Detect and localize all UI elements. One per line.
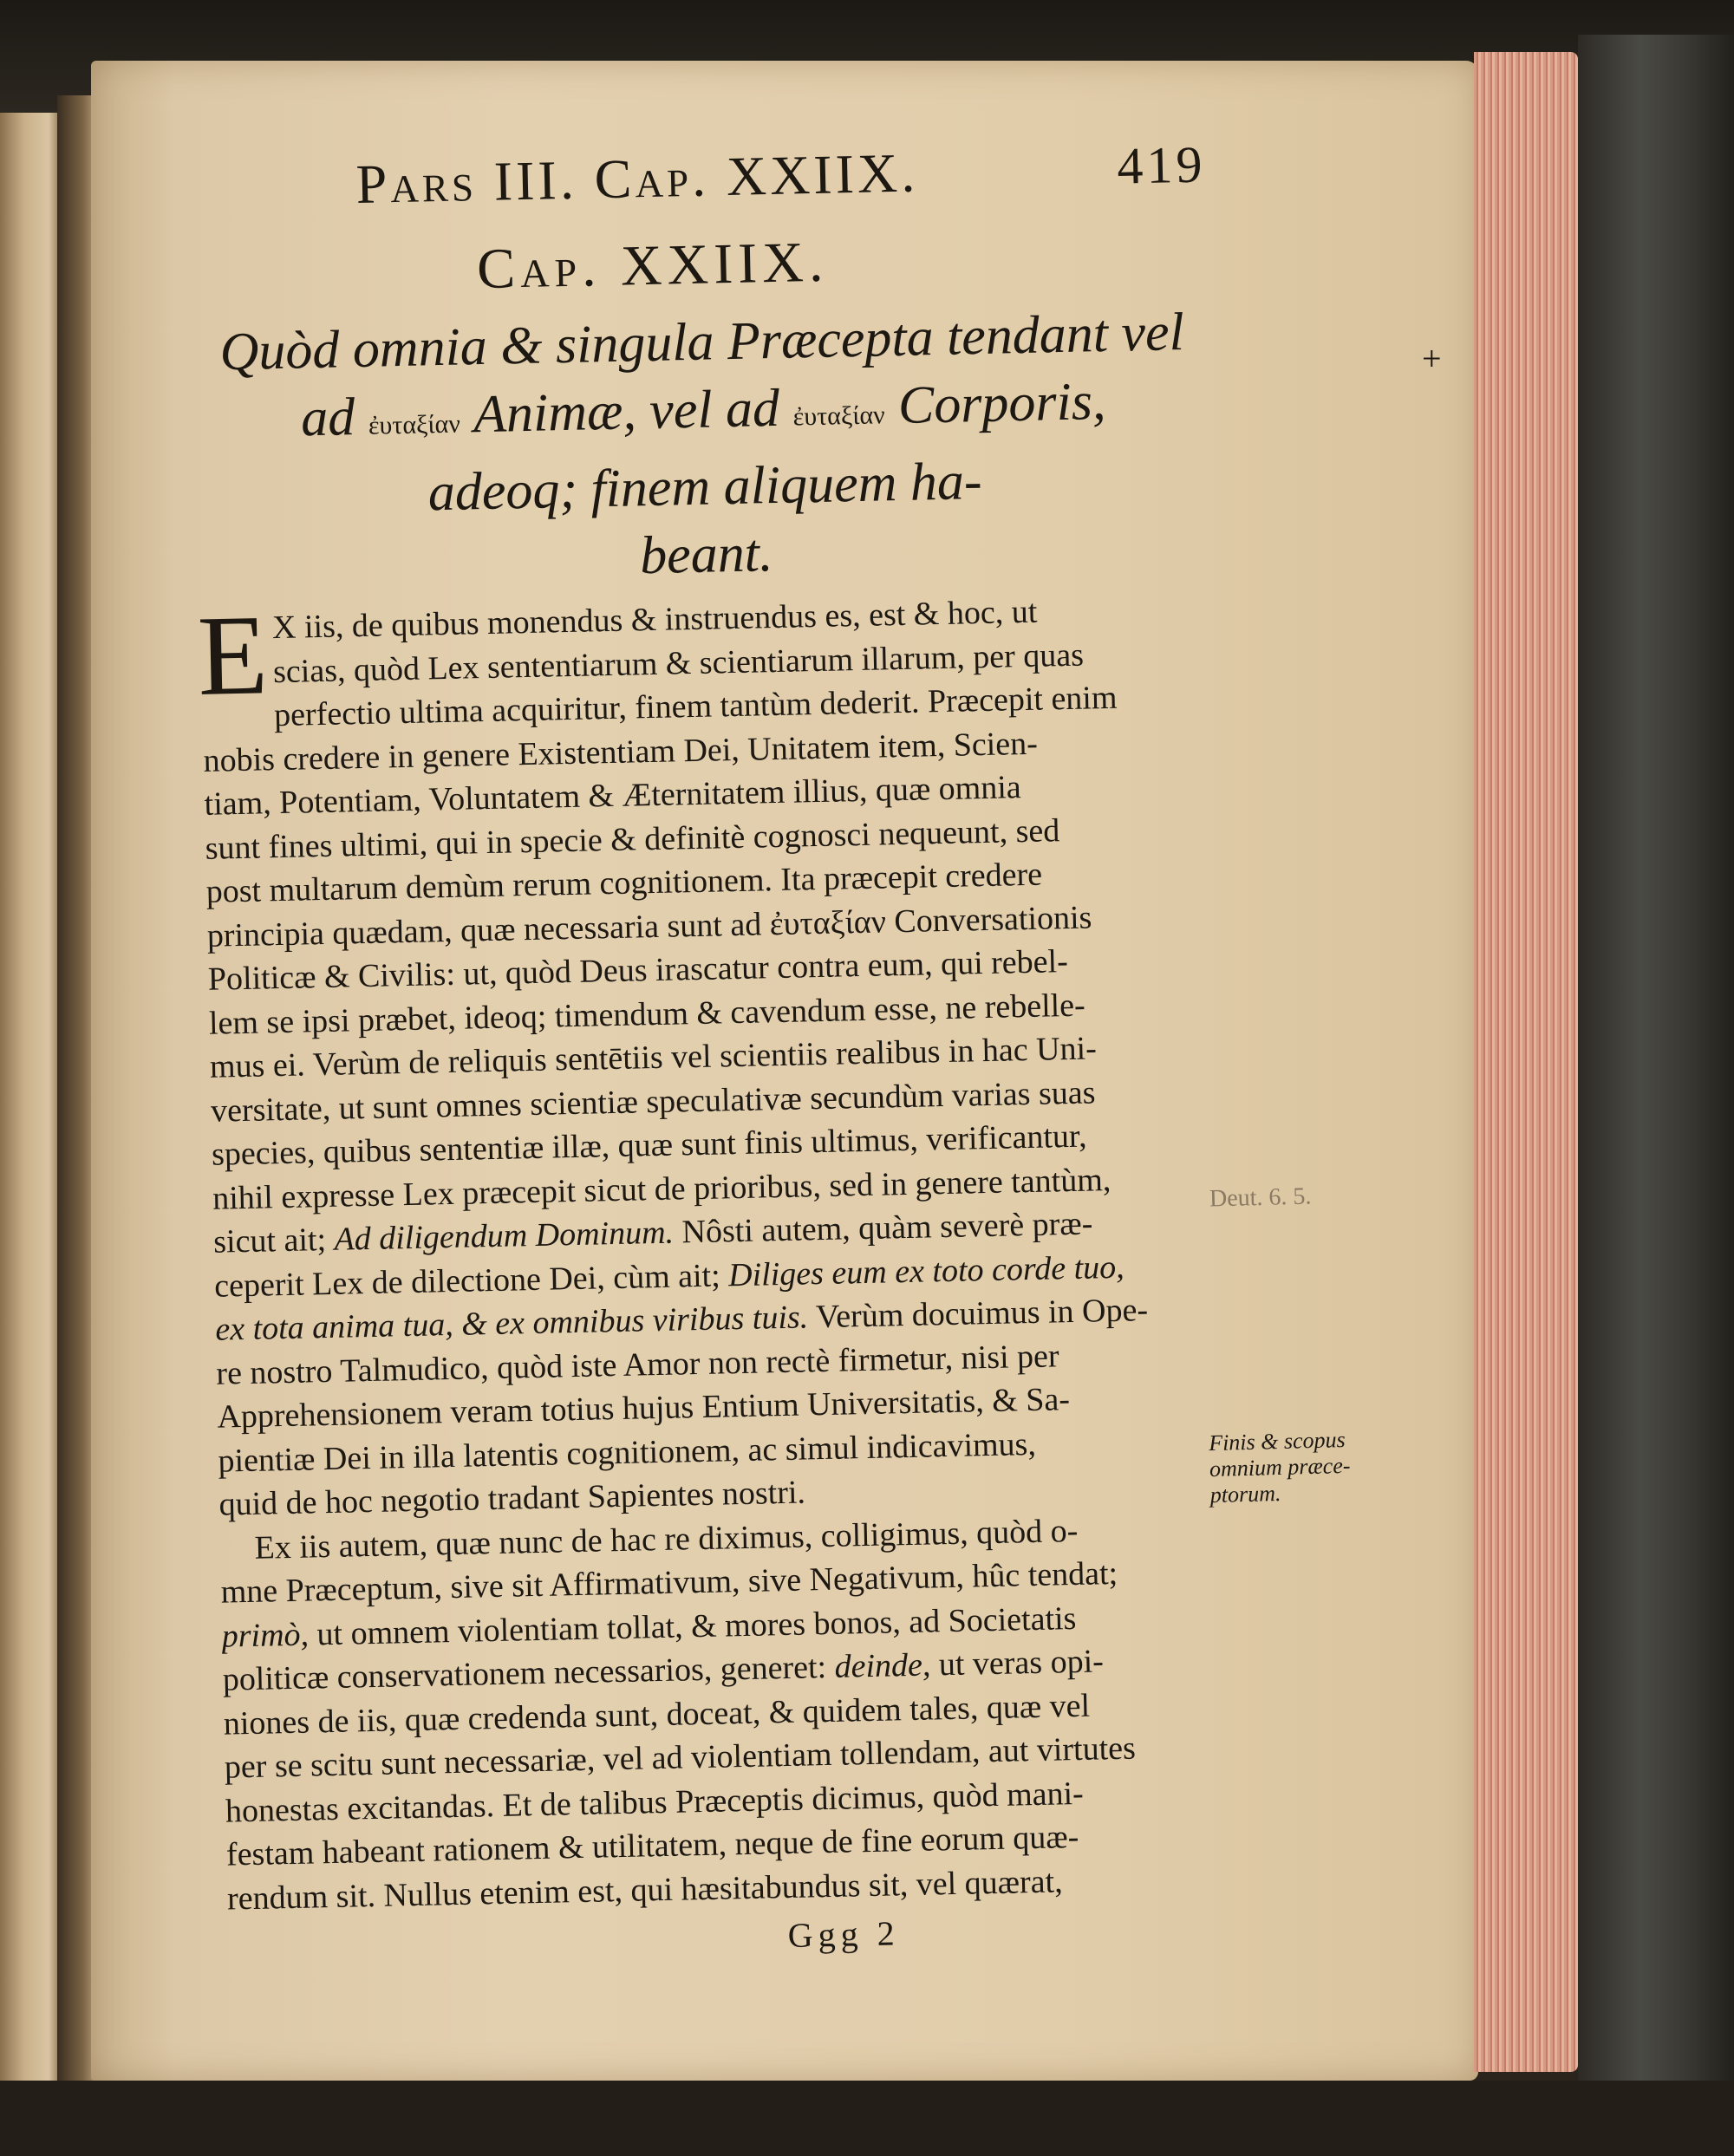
- text-line: nobis credere in genere Existentiam Dei, Unitatem item, Scien-: [203, 725, 1039, 779]
- text-line: lem se ipsi præbet, ideoq; timendum & cavendum esse, ne rebelle-: [208, 987, 1086, 1042]
- heading-greek: ἐυταξίαν: [792, 401, 885, 432]
- text-line: Politicæ & Civilis: ut, quòd Deus irascatur contra eum, qui rebel-: [207, 943, 1069, 998]
- drop-cap: E: [196, 590, 270, 720]
- paragraph-2: [219, 1506, 1242, 1921]
- margin-note-deut: Deut. 6. 5.: [1209, 1182, 1312, 1213]
- text-line: tiam, Potentiam, Voluntatem & Æternitatem illius, quæ omnia: [204, 769, 1022, 823]
- text-line: versitate, ut sunt omnes scientiæ speculativæ secundùm varias suas: [210, 1073, 1096, 1130]
- margin-note-line: Finis & scopus: [1208, 1427, 1346, 1456]
- text-run: politicæ conservationem necessarios, generet:: [222, 1648, 836, 1698]
- text-line: mne Præceptum, sive sit Affirmativum, sive Negativum, hûc tendat;: [220, 1554, 1118, 1611]
- text-line: per se scitu sunt necessariæ, vel ad violentiam tollendam, aut virtutes: [224, 1729, 1137, 1786]
- heading-text: adeoq; finem aliquem ha-: [427, 451, 983, 523]
- heading-text: ad: [300, 387, 369, 448]
- text-run: ut veras opi-: [929, 1643, 1105, 1684]
- text-line: quid de hoc negotio tradant Sapientes nostri.: [218, 1474, 806, 1523]
- margin-note-finis: [1209, 1427, 1352, 1508]
- text-run: Nôsti autem, quàm severè præ-: [673, 1205, 1093, 1251]
- signature-mark: Ggg 2: [787, 1913, 901, 1956]
- text-run-italic: ex tota anima tua, & ex omnibus viribus tuis.: [214, 1299, 809, 1348]
- text-run-italic: Ad diligendum Dominum.: [334, 1214, 675, 1258]
- heading-greek: ἐυταξίαν: [368, 409, 461, 440]
- text-run: ut omnem violentiam tollat, & mores bonos, ad Societatis: [308, 1599, 1077, 1653]
- page-number: 419: [1116, 135, 1207, 195]
- text-line: Apprehensionem veram totius hujus Entium Universitatis, & Sa-: [217, 1381, 1071, 1436]
- text-line: X iis, de quibus monendus & instruendus es, est & hoc, ut: [271, 593, 1038, 647]
- text-line: honestas excitandas. Et de talibus Præceptis dicimus, quòd mani-: [225, 1775, 1085, 1830]
- text-line: scias, quòd Lex sententiarum & scientiarum illarum, per quas: [272, 636, 1085, 690]
- text-line: niones de iis, quæ credenda sunt, doceat, & quidem tales, quæ vel: [223, 1687, 1091, 1742]
- page-text: [191, 134, 1243, 1970]
- text-line: rendum sit. Nullus etenim est, qui hæsitabundus sit, vel quærat,: [226, 1862, 1063, 1918]
- text-line: Ex iis autem, quæ nunc de hac re diximus, colligimus, quòd o-: [254, 1512, 1079, 1567]
- chapter-heading: [194, 297, 1215, 598]
- text-run-italic: primò,: [221, 1616, 310, 1655]
- text-line: sunt fines ultimi, qui in specie & definitè cognosci nequeunt, sed: [205, 811, 1060, 867]
- text-run: ceperit Lex de dilectione Dei, cùm ait;: [213, 1256, 729, 1305]
- heading-text: Quòd omnia & singula Præcepta tendant vel: [218, 303, 1185, 382]
- text-run-italic: deinde,: [834, 1646, 931, 1685]
- text-run: sicut ait;: [212, 1221, 335, 1260]
- text-line: perfectio ultima acquiritur, finem tantùm dederit. Præcepit enim: [273, 679, 1118, 734]
- text-line: nihil expresse Lex præcepit sicut de prioribus, sed in genere tantùm,: [212, 1161, 1111, 1217]
- text-line: re nostro Talmudico, quòd iste Amor non rectè firmetur, nisi per: [215, 1337, 1059, 1392]
- page-block-edge: [1474, 52, 1578, 2072]
- paragraph-1: [196, 586, 1234, 1527]
- text-line: principia quædam, quæ necessaria sunt ad ἐυταξίαν Conversationis: [206, 898, 1092, 954]
- margin-note-line: omnium præce-: [1209, 1452, 1351, 1482]
- heading-text: beant.: [639, 524, 774, 586]
- book-cover-bottom: [0, 2081, 1734, 2156]
- text-line: mus ei. Verùm de reliquis sentētiis vel scientiis realibus in hac Uni-: [209, 1030, 1098, 1085]
- chapter-title: Cap. XXIIX.: [476, 230, 830, 302]
- left-page-edge: [0, 113, 63, 2098]
- running-head-title: Pars III. Cap. XXIIX.: [355, 141, 919, 216]
- heading-text: Animæ, vel ad: [459, 378, 794, 445]
- heading-text: Corporis,: [883, 371, 1107, 436]
- text-line: festam habeant rationem & utilitatem, neque de fine eorum quæ-: [225, 1818, 1079, 1873]
- book-cover-right: [1578, 35, 1734, 2156]
- body-text: [196, 586, 1243, 1970]
- text-run-italic: Diliges eum ex toto corde tuo,: [727, 1248, 1125, 1293]
- margin-mark: +: [1422, 339, 1442, 378]
- text-line: pientiæ Dei in illa latentis cognitionem, ac simul indicavimus,: [218, 1425, 1037, 1480]
- text-line: post multarum demùm rerum cognitionem. Ita præcepit credere: [205, 856, 1043, 910]
- text-line: species, quibus sententiæ illæ, quæ sunt finis ultimus, verificantur,: [211, 1117, 1087, 1173]
- margin-note-line: ptorum.: [1209, 1480, 1281, 1508]
- text-run: Verùm docuimus in Ope-: [807, 1292, 1149, 1336]
